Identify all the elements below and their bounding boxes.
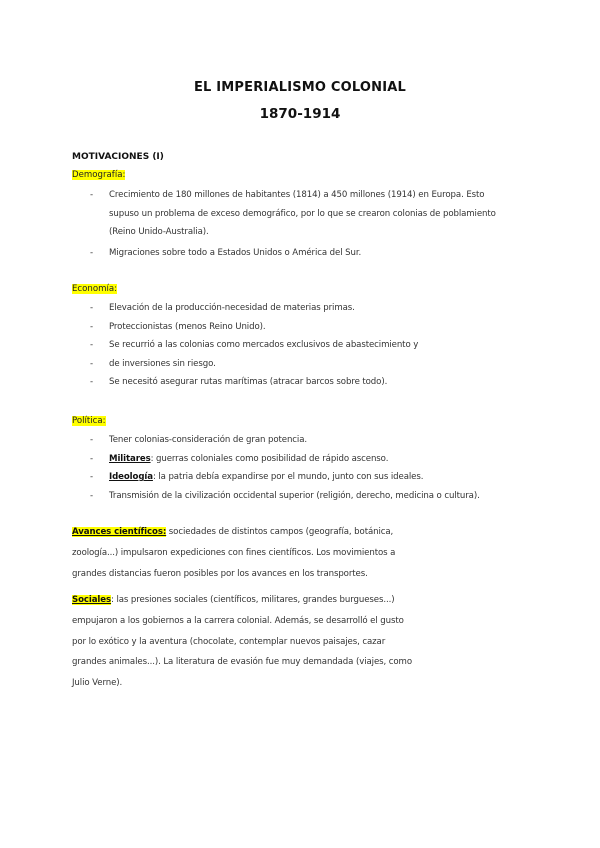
paragraph-avances <box>72 522 412 584</box>
economia-item-text: Se recurrió a las colonias como mercados exclusivos de abastecimiento y <box>109 340 419 350</box>
list-item: - Militares: guerras coloniales como posibilidad de rápido ascenso. <box>90 453 389 464</box>
economia-item-text: Se necesitó asegurar rutas marítimas (atracar barcos sobre todo). <box>109 377 388 387</box>
list-item: - Transmisión de la civilización occidental superior (religión, derecho, medicina o cultura). <box>90 490 480 501</box>
list-item: - Crecimiento de 180 millones de habitantes (1814) a 450 millones (1914) en Europa. Esto supuso un problema de exceso demográfico, por lo que se crearon colonias de poblamiento (Reino Unido-Australia). <box>90 190 496 237</box>
politica-label: Política: <box>72 416 106 426</box>
document-title: EL IMPERIALISMO COLONIAL <box>193 80 407 95</box>
politica-item-text: Tener colonias-consideración de gran potencia. <box>109 435 307 445</box>
politica-list <box>88 431 548 505</box>
list-item: - Se recurrió a las colonias como mercados exclusivos de abastecimiento y <box>90 340 419 350</box>
economia-list <box>88 299 528 392</box>
economia-label: Economía: <box>72 284 118 294</box>
economia-item-text: de inversiones sin riesgo. <box>109 358 216 369</box>
paragraph-sociales <box>72 590 412 694</box>
sociales-term: Sociales <box>72 595 112 605</box>
subheading-economia <box>72 284 117 294</box>
economia-item-text: Proteccionistas (menos Reino Unido). <box>109 321 266 332</box>
politica-item-text: : la patria debía expandirse por el mundo, junto con sus ideales. <box>152 472 424 482</box>
politica-item-text: Transmisión de la civilización occidental superior (religión, derecho, medicina o cultura). <box>109 490 480 501</box>
list-item: - Elevación de la producción-necesidad de materias primas. <box>90 303 355 313</box>
politica-item-term: Ideología <box>109 472 153 482</box>
demografia-label: Demografía: <box>72 170 126 180</box>
avances-text: sociedades de distintos campos (geografía, botánica, zoología...) impulsaron expediciones con fines científicos. Los movimientos a grandes distancias fueron posibles por los avances en los transportes. <box>72 527 396 579</box>
list-item: - de inversiones sin riesgo. <box>90 358 216 369</box>
list-item: - Tener colonias-consideración de gran potencia. <box>90 435 307 445</box>
section-heading: MOTIVACIONES (I) <box>72 152 164 162</box>
list-item: - Migraciones sobre todo a Estados Unidos o América del Sur. <box>90 247 362 258</box>
sociales-text: : las presiones sociales (científicos, militares, grandes burgueses...) empujaron a los gobiernos a la carrera colonial. Además, se desarrolló el gusto por lo exótico y la aventura (chocolate, contemplar nuevos paisajes, cazar grandes animales...). La literatura de evasión fue muy demandada (viajes, como Julio Verne). <box>72 595 412 689</box>
list-item: - Proteccionistas (menos Reino Unido). <box>90 321 266 332</box>
subheading-politica <box>72 416 106 426</box>
avances-term: Avances científicos: <box>72 527 167 537</box>
economia-item-text: Elevación de la producción-necesidad de materias primas. <box>109 303 355 313</box>
politica-item-text: : guerras coloniales como posibilidad de rápido ascenso. <box>150 453 389 464</box>
subheading-demografia <box>72 170 125 180</box>
list-item: - Se necesitó asegurar rutas marítimas (atracar barcos sobre todo). <box>90 377 388 387</box>
demografia-list <box>88 186 508 262</box>
document-years: 1870-1914 <box>259 106 341 122</box>
demografia-item-text: Migraciones sobre todo a Estados Unidos o América del Sur. <box>109 247 362 258</box>
politica-item-term: Militares <box>109 453 151 464</box>
list-item: - Ideología: la patria debía expandirse por el mundo, junto con sus ideales. <box>90 472 424 482</box>
demografia-item-text: Crecimiento de 180 millones de habitantes (1814) a 450 millones (1914) en Europa. Esto supuso un problema de exceso demográfico, por lo que se crearon colonias de poblamiento (Reino Unido-Australia). <box>109 190 496 237</box>
